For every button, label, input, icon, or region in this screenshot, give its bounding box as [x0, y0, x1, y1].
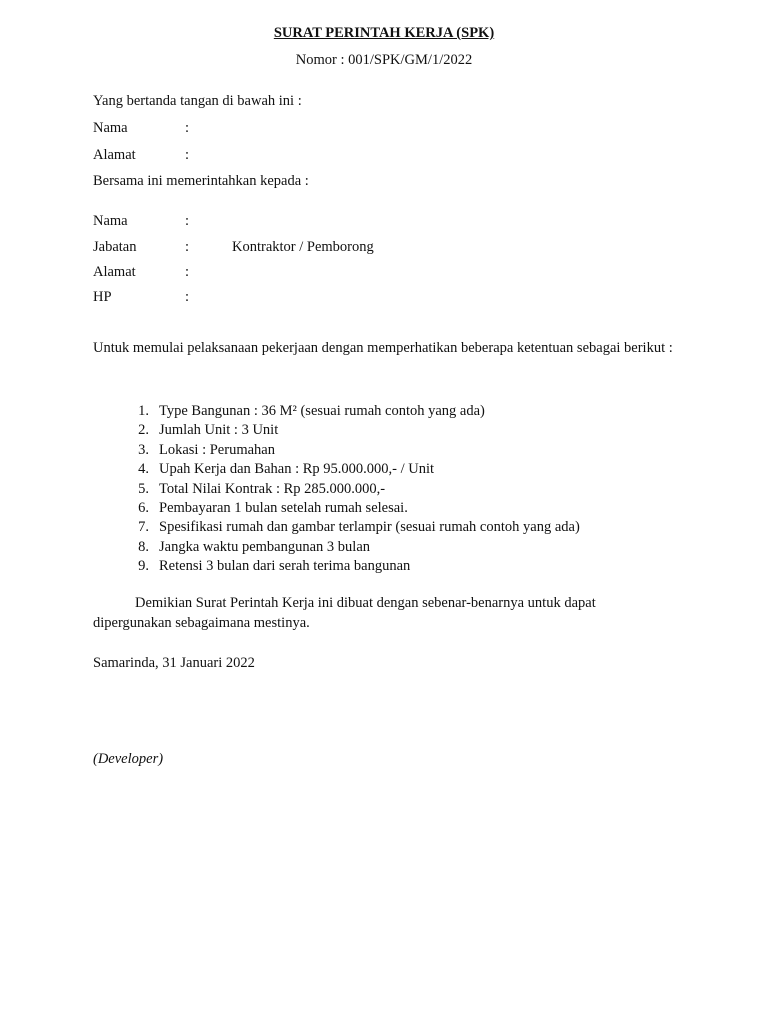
list-item-number: 2. — [138, 422, 149, 439]
list-item-number: 5. — [138, 480, 149, 497]
signature-label: (Developer) — [93, 751, 164, 767]
list-item-text: Lokasi : Perumahan — [159, 441, 275, 458]
list-item-text: Jangka waktu pembangunan 3 bulan — [159, 538, 371, 555]
list-item-text: Pembayaran 1 bulan setelah rumah selesai. — [159, 499, 408, 516]
recipient-name-label: Nama — [93, 213, 128, 229]
list-item-text: Type Bangunan : 36 M² (sesuai rumah contoh yang ada) — [159, 403, 485, 419]
list-item-number: 9. — [138, 558, 149, 575]
document-number: Nomor : 001/SPK/GM/1/2022 — [295, 52, 473, 68]
recipient-address-colon: : — [185, 264, 190, 280]
recipient-name-colon: : — [185, 213, 190, 229]
signer-address-colon: : — [185, 147, 190, 163]
recipient-phone-colon: : — [185, 289, 190, 305]
list-item-text: Jumlah Unit : 3 Unit — [159, 422, 279, 439]
list-item-number: 4. — [138, 461, 149, 478]
list-item-number: 3. — [138, 441, 149, 458]
closing-paragraph: Demikian Surat Perintah Kerja ini dibuat dengan sebenar-benarnya untuk dapat dipergunakan sebagaimana mestinya. — [93, 595, 596, 631]
list-item-number: 1. — [138, 403, 149, 419]
list-item-text: Total Nilai Kontrak : Rp 285.000.000,- — [159, 480, 386, 497]
list-item-number: 6. — [138, 499, 149, 516]
recipient-position-value: Kontraktor / Pemborong — [232, 239, 374, 255]
recipient-position-colon: : — [185, 239, 190, 255]
command-line: Bersama ini memerintahkan kepada : — [93, 173, 309, 189]
purpose-paragraph: Untuk memulai pelaksanaan pekerjaan dengan memperhatikan beberapa ketentuan sebagai berikut : — [93, 340, 673, 356]
list-item-number: 7. — [138, 519, 149, 536]
place-date: Samarinda, 31 Januari 2022 — [93, 655, 255, 671]
signer-name-colon: : — [185, 120, 190, 136]
recipient-position-label: Jabatan — [93, 239, 137, 255]
intro-text: Yang bertanda tangan di bawah ini : — [93, 93, 302, 109]
recipient-address-label: Alamat — [93, 264, 136, 280]
list-item-text: Spesifikasi rumah dan gambar terlampir (sesuai rumah contoh yang ada) — [159, 519, 580, 536]
list-item-number: 8. — [138, 538, 149, 555]
signer-address-label: Alamat — [93, 147, 136, 163]
signer-name-label: Nama — [93, 120, 128, 136]
list-item-text: Upah Kerja dan Bahan : Rp 95.000.000,- / Unit — [159, 461, 435, 478]
document-title: SURAT PERINTAH KERJA (SPK) — [273, 25, 495, 41]
list-item-text: Retensi 3 bulan dari serah terima bangunan — [159, 558, 411, 575]
recipient-phone-label: HP — [93, 289, 112, 305]
